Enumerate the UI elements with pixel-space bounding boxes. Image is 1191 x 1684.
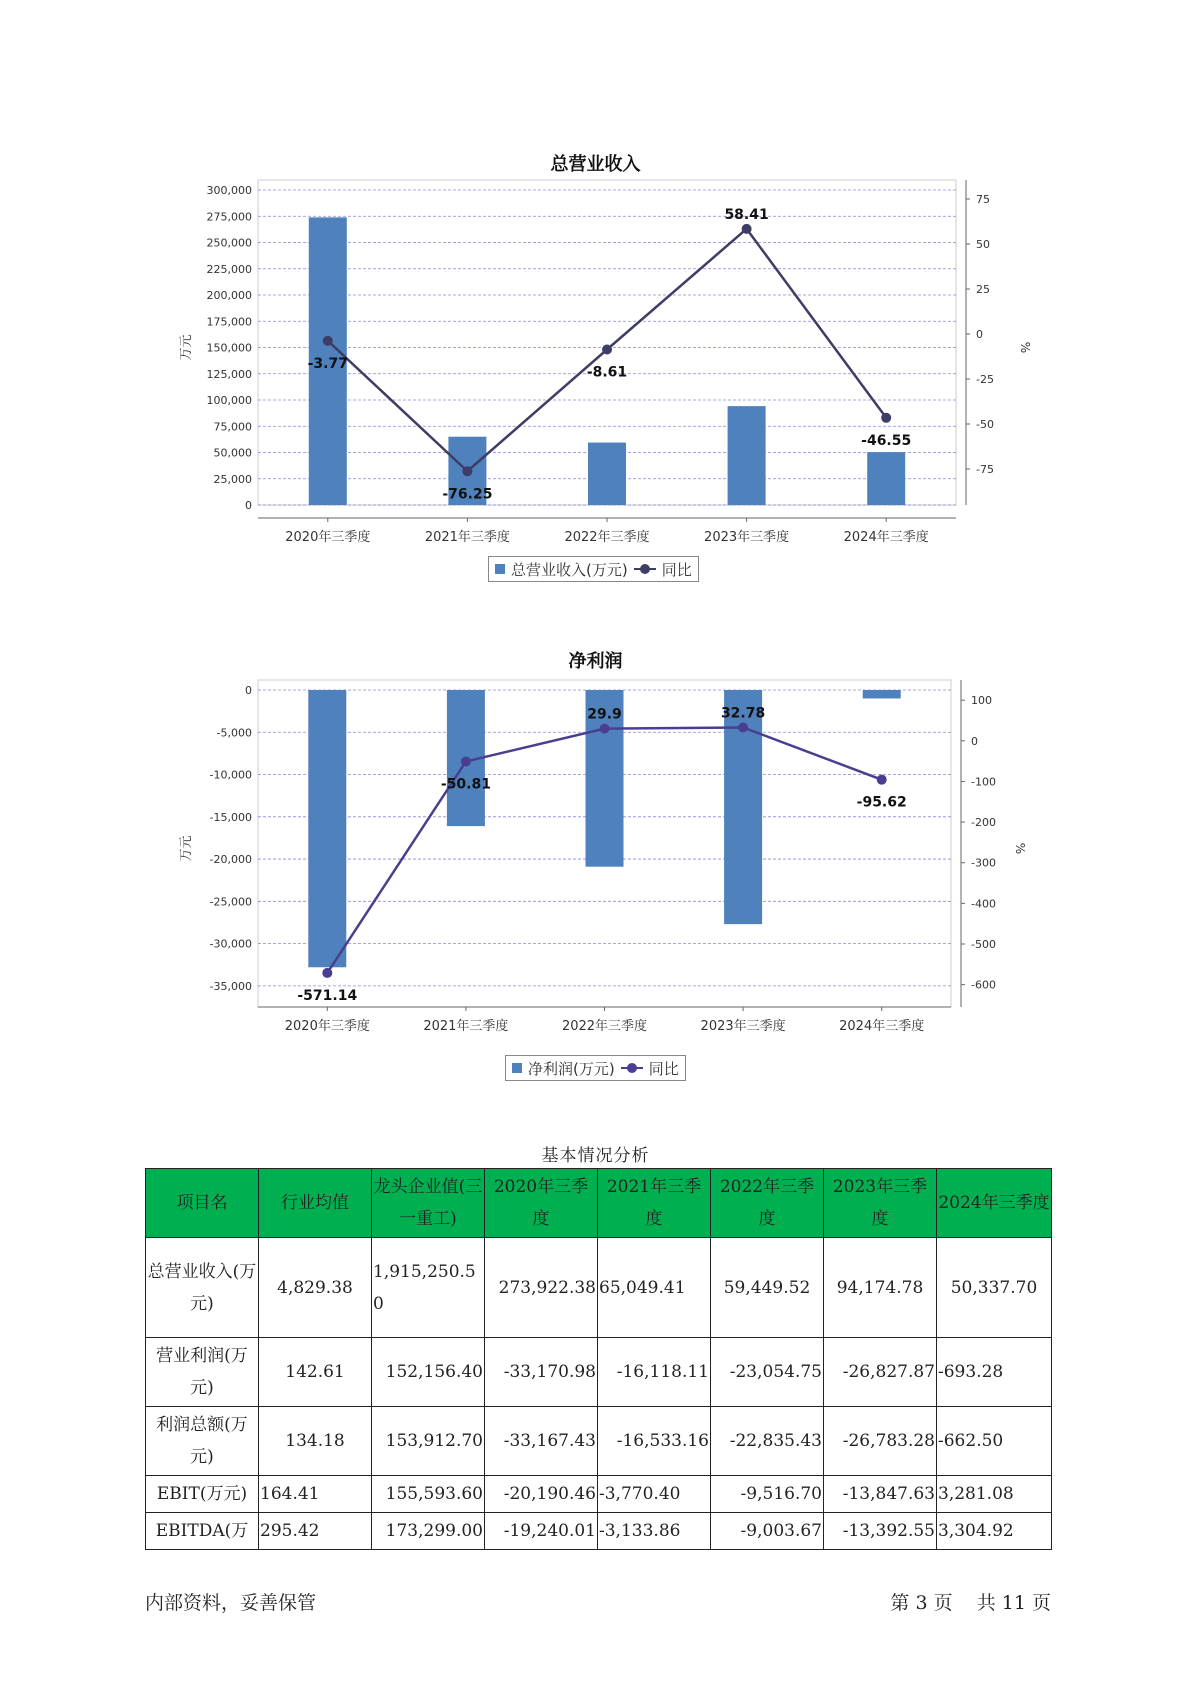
right-tick-label: -300 [971, 856, 996, 870]
table-cell: 3,304.92 [937, 1513, 1052, 1550]
header-2020q3: 2020年三季度 [485, 1169, 598, 1238]
table-cell: 50,337.70 [937, 1238, 1052, 1338]
left-tick-label: 200,000 [206, 289, 252, 302]
left-tick-label: 75,000 [213, 420, 252, 434]
left-tick-label: -20,000 [209, 853, 252, 867]
table-cell: 173,299.00 [372, 1513, 485, 1550]
x-tick-label: 2024年三季度 [843, 530, 929, 545]
left-tick-label: 150,000 [206, 341, 252, 355]
table-header-row [146, 1169, 1052, 1238]
right-tick-label: -600 [971, 978, 996, 992]
table-cell: 59,449.52 [711, 1238, 824, 1338]
table-cell: -3,770.40 [598, 1476, 711, 1513]
net-profit-chart [0, 680, 1191, 1080]
yoy-point [602, 344, 612, 354]
table-row [146, 1476, 1052, 1513]
table-cell: -26,783.28 [824, 1407, 937, 1476]
header-2021q3: 2021年三季度 [598, 1169, 711, 1238]
yoy-point [322, 968, 332, 978]
right-tick-label: 50 [976, 238, 990, 251]
left-axis-label: 万元 [179, 334, 194, 361]
yoy-data-label: -571.14 [297, 987, 358, 1004]
table-row [146, 1513, 1052, 1550]
yoy-data-label: -76.25 [442, 486, 493, 503]
chart-title-revenue: 总营业收入 [550, 154, 641, 175]
right-tick-label: 0 [976, 328, 983, 341]
right-tick-label: 25 [976, 283, 990, 296]
table-cell: 3,281.08 [937, 1476, 1052, 1513]
right-tick-label: 100 [971, 694, 992, 708]
table-cell: -26,827.87 [824, 1338, 937, 1407]
legend-line-label: 同比 [661, 560, 692, 579]
row-label: 利润总额(万元) [146, 1407, 259, 1476]
x-tick-label: 2022年三季度 [564, 530, 650, 545]
table-cell: -33,170.98 [485, 1338, 598, 1407]
net-profit-legend [505, 1055, 686, 1081]
yoy-data-label: -3.77 [307, 355, 348, 372]
table-cell: 152,156.40 [372, 1338, 485, 1407]
yoy-point [877, 775, 887, 785]
footer-page-number: 第 3 页 共 11 页 [890, 1592, 1051, 1614]
x-tick-label: 2023年三季度 [704, 530, 790, 545]
footer-confidential-note: 内部资料，妥善保管 [145, 1592, 317, 1614]
header-2022q3: 2022年三季度 [711, 1169, 824, 1238]
table-cell: 295.42 [259, 1513, 372, 1550]
left-axis-label: 万元 [179, 835, 194, 862]
left-tick-label: 0 [245, 684, 252, 697]
table-cell: -693.28 [937, 1338, 1052, 1407]
left-tick-label: 225,000 [206, 262, 252, 276]
right-tick-label: 75 [976, 193, 990, 206]
revenue-legend [488, 556, 699, 582]
table-cell: -3,133.86 [598, 1513, 711, 1550]
table-row [146, 1238, 1052, 1338]
left-tick-label: 300,000 [206, 184, 252, 197]
yoy-data-label: 32.78 [720, 705, 766, 722]
yoy-data-label: 58.41 [724, 206, 769, 223]
header-2023q3: 2023年三季度 [824, 1169, 937, 1238]
yoy-data-label: -8.61 [586, 364, 628, 381]
yoy-point [323, 336, 333, 346]
table-row [146, 1338, 1052, 1407]
table-cell: -22,835.43 [711, 1407, 824, 1476]
legend-bar-label: 净利润(万元) [528, 1059, 615, 1078]
right-axis-label: % [1013, 842, 1027, 855]
row-label: EBITDA(万 [146, 1513, 259, 1550]
table-cell: -20,190.46 [485, 1476, 598, 1513]
x-tick-label: 2020年三季度 [285, 530, 371, 545]
left-tick-label: 125,000 [206, 367, 252, 381]
bar-legend-swatch [495, 564, 505, 574]
left-tick-label: -30,000 [209, 937, 252, 951]
right-tick-label: -500 [971, 938, 996, 952]
x-tick-label: 2021年三季度 [424, 530, 510, 545]
right-tick-label: -50 [976, 418, 994, 431]
yoy-data-label: -50.81 [440, 776, 491, 793]
row-label: 营业利润(万元) [146, 1338, 259, 1407]
line-legend-swatch [621, 1062, 643, 1074]
revenue-chart [0, 180, 1191, 580]
table-cell: 155,593.60 [372, 1476, 485, 1513]
table-cell: -9,516.70 [711, 1476, 824, 1513]
table-cell: 164.41 [259, 1476, 372, 1513]
right-tick-label: -100 [971, 775, 996, 789]
header-leader-value: 龙头企业值(三一重工) [372, 1169, 485, 1238]
yoy-data-label: 29.9 [587, 706, 622, 723]
bar [308, 690, 346, 967]
table-cell: 273,922.38 [485, 1238, 598, 1338]
bar [863, 690, 901, 698]
left-tick-label: 0 [245, 499, 252, 512]
table-cell: 153,912.70 [372, 1407, 485, 1476]
x-tick-label: 2020年三季度 [284, 1019, 370, 1034]
table-row [146, 1407, 1052, 1476]
x-tick-label: 2023年三季度 [700, 1019, 786, 1034]
yoy-data-label: -95.62 [856, 794, 907, 811]
table-cell: -33,167.43 [485, 1407, 598, 1476]
bar [588, 443, 626, 505]
row-label: EBIT(万元) [146, 1476, 259, 1513]
table-cell: 142.61 [259, 1338, 372, 1407]
table-cell: 4,829.38 [259, 1238, 372, 1338]
legend-line-label: 同比 [648, 1059, 679, 1078]
table-cell: 1,915,250.50 [372, 1238, 485, 1338]
right-tick-label: 0 [971, 734, 978, 748]
line-legend-swatch [634, 563, 656, 575]
left-tick-label: 175,000 [206, 315, 252, 329]
table-cell: -662.50 [937, 1407, 1052, 1476]
x-tick-label: 2022年三季度 [561, 1019, 648, 1034]
header-item-name: 项目名 [146, 1169, 259, 1238]
bar-legend-swatch [512, 1063, 522, 1073]
left-tick-label: 50,000 [213, 446, 252, 460]
left-tick-label: -5,000 [216, 726, 252, 740]
x-tick-label: 2021年三季度 [423, 1019, 509, 1034]
left-tick-label: -15,000 [209, 810, 252, 824]
header-industry-average: 行业均值 [259, 1169, 372, 1238]
table-cell: -16,533.16 [598, 1407, 711, 1476]
left-tick-label: -35,000 [209, 979, 252, 993]
table-cell: 134.18 [259, 1407, 372, 1476]
basic-analysis-table [145, 1168, 1052, 1550]
right-axis-label: % [1018, 341, 1032, 354]
table-title: 基本情况分析 [541, 1146, 650, 1166]
right-tick-label: -75 [976, 463, 994, 476]
bar [867, 452, 905, 505]
table-cell: 65,049.41 [598, 1238, 711, 1338]
table-cell: -9,003.67 [711, 1513, 824, 1550]
yoy-point [600, 724, 610, 734]
legend-bar-label: 总营业收入(万元) [511, 560, 628, 579]
table-cell: -13,392.55 [824, 1513, 937, 1550]
table-cell: -19,240.01 [485, 1513, 598, 1550]
yoy-point [881, 413, 891, 423]
x-tick-label: 2024年三季度 [839, 1019, 925, 1034]
header-2024q3: 2024年三季度 [937, 1169, 1052, 1238]
left-tick-label: -25,000 [209, 895, 252, 909]
yoy-point [462, 466, 472, 476]
row-label: 总营业收入(万元) [146, 1238, 259, 1338]
left-tick-label: 275,000 [206, 210, 252, 224]
right-tick-label: -25 [976, 373, 994, 386]
left-tick-label: -10,000 [209, 768, 252, 782]
left-tick-label: 250,000 [206, 236, 252, 250]
table-cell: -23,054.75 [711, 1338, 824, 1407]
yoy-point [461, 756, 471, 766]
right-tick-label: -200 [971, 816, 996, 830]
table-cell: 94,174.78 [824, 1238, 937, 1338]
table-cell: -16,118.11 [598, 1338, 711, 1407]
left-tick-label: 100,000 [206, 394, 252, 407]
chart-title-net-profit: 净利润 [568, 651, 623, 672]
table-cell: -13,847.63 [824, 1476, 937, 1513]
yoy-point [738, 722, 748, 732]
bar [728, 406, 766, 505]
yoy-point [742, 224, 752, 234]
left-tick-label: 25,000 [213, 472, 252, 486]
yoy-data-label: -46.55 [861, 432, 912, 449]
right-tick-label: -400 [971, 897, 996, 911]
